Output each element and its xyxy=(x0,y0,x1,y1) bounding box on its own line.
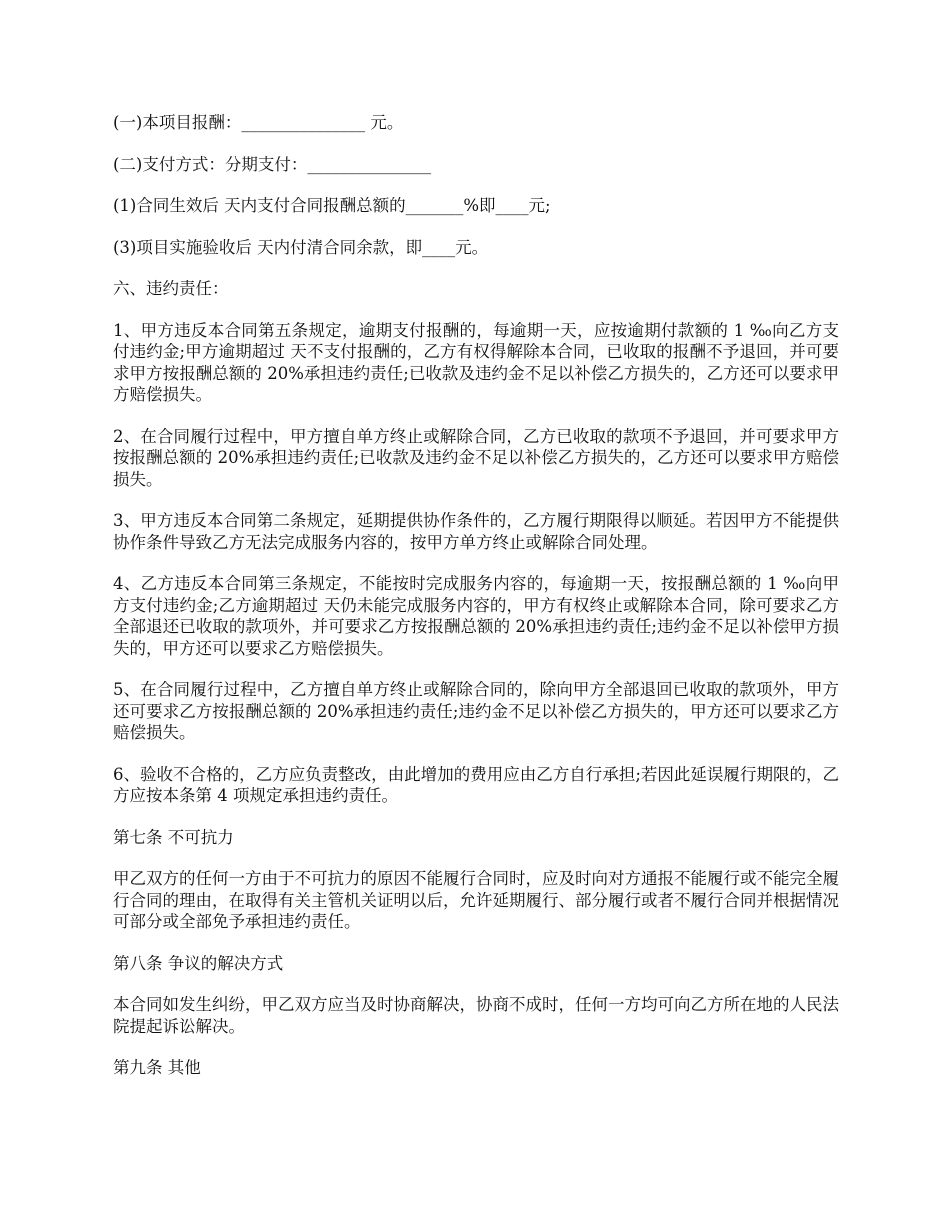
article-8-body: 本合同如发生纠纷，甲乙双方应当及时协商解决，协商不成时，任何一方均可向乙方所在地的人民法院提起诉讼解决。 xyxy=(113,995,839,1036)
article-7-heading: 第七条 不可抗力 xyxy=(113,827,234,847)
installment-3-line: (3)项目实施验收后 天内付清合同余款，即____元。 xyxy=(113,237,489,257)
liability-clause-4: 4、乙方违反本合同第三条规定，不能按时完成服务内容的，每逾期一天，按报酬总额的 1 ‰向甲方支付违约金;乙方逾期超过 天仍未能完成服务内容的，甲方有权终止或解除本合同，除可要求乙方全部退还已收取的款项外，并可要求乙方按报酬总额的 20%承担违约责任;违约金不足以补偿甲方损失的，甲方还可以要求乙方赔偿损失。 xyxy=(113,574,839,658)
liability-clause-3: 3、甲方违反本合同第二条规定，延期提供协作条件的，乙方履行期限得以顺延。若因甲方不能提供协作条件导致乙方无法完成服务内容的，按甲方单方终止或解除合同处理。 xyxy=(113,511,839,552)
article-7-body: 甲乙双方的任何一方由于不可抗力的原因不能履行合同时，应及时向对方通报不能履行或不能完全履行合同的理由，在取得有关主管机关证明以后，允许延期履行、部分履行或者不履行合同并根据情况可部分或全部免予承担违约责任。 xyxy=(113,869,839,931)
payment-method-line: (二)支付方式：分期支付：_______________ xyxy=(113,154,432,174)
liability-clause-5: 5、在合同履行过程中，乙方擅自单方终止或解除合同的，除向甲方全部退回已收取的款项外，甲方还可要求乙方按报酬总额的 20%承担违约责任;违约金不足以补偿乙方损失的，甲方还可以要求乙方赔偿损失。 xyxy=(113,680,839,742)
article-9-heading: 第九条 其他 xyxy=(113,1058,201,1077)
payment-amount-line: (一)本项目报酬：_______________ 元。 xyxy=(113,113,404,132)
section-heading-liability: 六、违约责任： xyxy=(113,279,229,298)
liability-clause-6: 6、验收不合格的，乙方应负责整改，由此增加的费用应由乙方自行承担;若因此延误履行期限的，乙方应按本条第 4 项规定承担违约责任。 xyxy=(113,764,839,805)
installment-1-line: (1)合同生效后 天内支付合同报酬总额的_______%即____元; xyxy=(113,196,551,215)
liability-clause-1: 1、甲方违反本合同第五条规定，逾期支付报酬的，每逾期一天，应按逾期付款额的 1 ‰向乙方支付违约金;甲方逾期超过 天不支付报酬的，乙方有权得解除本合同，已收取的报酬不予退回，并可要求甲方按报酬总额的 20%承担违约责任;已收款及违约金不足以补偿乙方损失的，乙方还可以要求甲方赔偿损失。 xyxy=(113,320,839,404)
liability-clause-2: 2、在合同履行过程中，甲方擅自单方终止或解除合同，乙方已收取的款项不予退回，并可要求甲方按报酬总额的 20%承担违约责任;已收款及违约金不足以补偿乙方损失的，乙方还可以要求甲方赔偿损失。 xyxy=(113,426,839,489)
article-8-heading: 第八条 争议的解决方式 xyxy=(113,953,284,973)
document-page xyxy=(113,112,839,1099)
